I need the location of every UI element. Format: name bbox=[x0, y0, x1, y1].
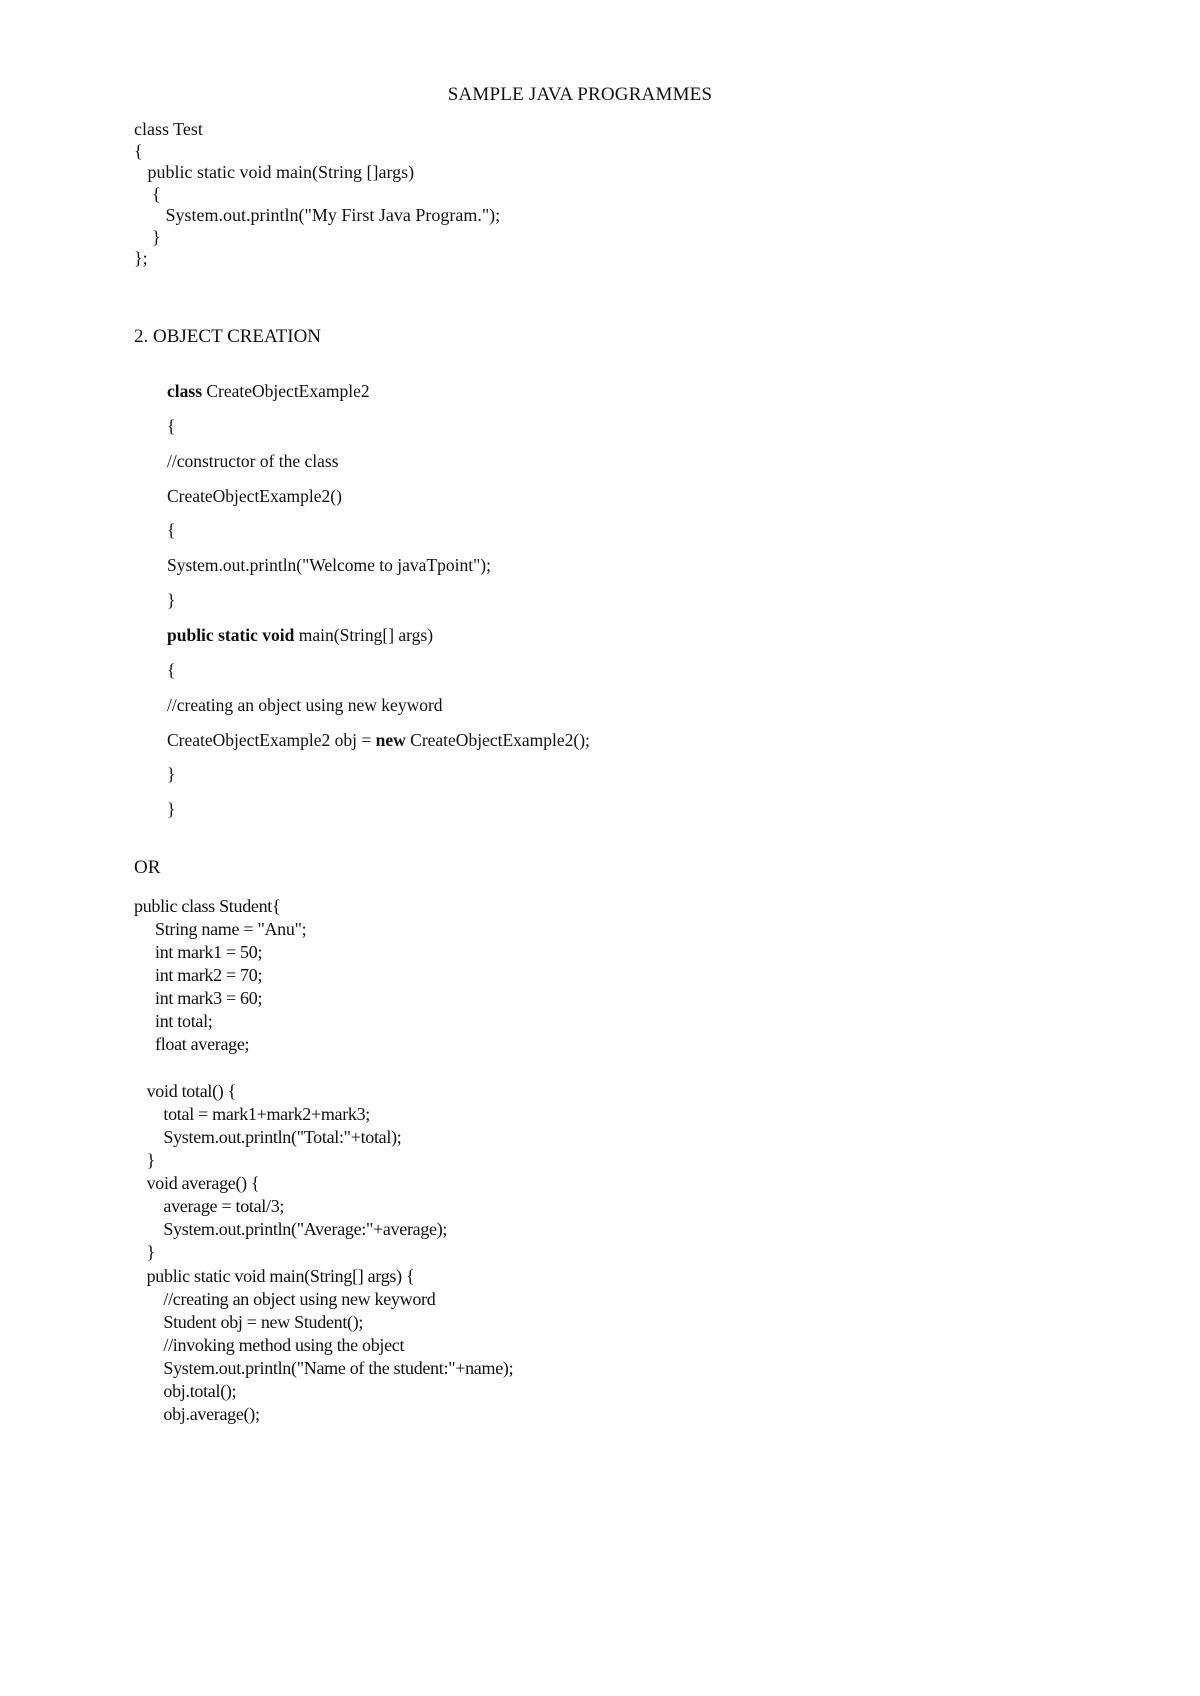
code-line: CreateObjectExample2 obj = new CreateObjectExample2(); bbox=[167, 730, 590, 750]
code-line: //creating an object using new keyword bbox=[134, 1289, 436, 1309]
code-line: class Test bbox=[134, 119, 203, 139]
code-line: //creating an object using new keyword bbox=[167, 695, 443, 715]
code-line: } bbox=[167, 799, 176, 819]
code-line: public class Student{ bbox=[134, 896, 281, 916]
code-line: } bbox=[134, 227, 161, 247]
section-heading-or: OR bbox=[134, 857, 161, 878]
code-line: }; bbox=[134, 248, 148, 268]
code-line: public static void main(String[] args) bbox=[167, 625, 434, 645]
code-line: obj.average(); bbox=[134, 1404, 260, 1424]
code-line: int mark1 = 50; bbox=[134, 942, 263, 962]
code-line: total = mark1+mark2+mark3; bbox=[134, 1104, 371, 1124]
code-line: public static void main(String []args) bbox=[134, 162, 415, 182]
page-title: SAMPLE JAVA PROGRAMMES bbox=[447, 84, 713, 105]
code-line: void total() { bbox=[134, 1081, 237, 1101]
code-line: System.out.println("Welcome to javaTpoint"); bbox=[167, 555, 491, 575]
code-line: String name = "Anu"; bbox=[134, 919, 307, 939]
code-line: int total; bbox=[134, 1011, 213, 1031]
code-line: System.out.println("Average:"+average); bbox=[134, 1219, 448, 1239]
code-line: { bbox=[167, 520, 176, 540]
code-line: CreateObjectExample2() bbox=[167, 486, 342, 506]
code-line: { bbox=[134, 184, 161, 204]
code-line: void average() { bbox=[134, 1173, 260, 1193]
code-line: } bbox=[134, 1150, 155, 1170]
code-line: float average; bbox=[134, 1034, 250, 1054]
code-line: { bbox=[134, 141, 143, 161]
code-line: //invoking method using the object bbox=[134, 1335, 405, 1355]
code-line: { bbox=[167, 416, 176, 436]
code-line: average = total/3; bbox=[134, 1196, 285, 1216]
code-line: class CreateObjectExample2 bbox=[167, 381, 370, 401]
code-line: { bbox=[167, 660, 176, 680]
code-line: //constructor of the class bbox=[167, 451, 339, 471]
code-line: obj.total(); bbox=[134, 1381, 237, 1401]
code-line: System.out.println("My First Java Program."); bbox=[134, 205, 501, 225]
section-heading-object-creation: 2. OBJECT CREATION bbox=[134, 326, 322, 347]
code-line: int mark2 = 70; bbox=[134, 965, 263, 985]
code-line: public static void main(String[] args) { bbox=[134, 1266, 415, 1286]
code-line: } bbox=[167, 590, 176, 610]
code-line: System.out.println("Name of the student:"+name); bbox=[134, 1358, 514, 1378]
code-line: int mark3 = 60; bbox=[134, 988, 263, 1008]
code-line: Student obj = new Student(); bbox=[134, 1312, 364, 1332]
code-line: } bbox=[167, 764, 176, 784]
code-line: } bbox=[134, 1242, 155, 1262]
code-line: System.out.println("Total:"+total); bbox=[134, 1127, 402, 1147]
